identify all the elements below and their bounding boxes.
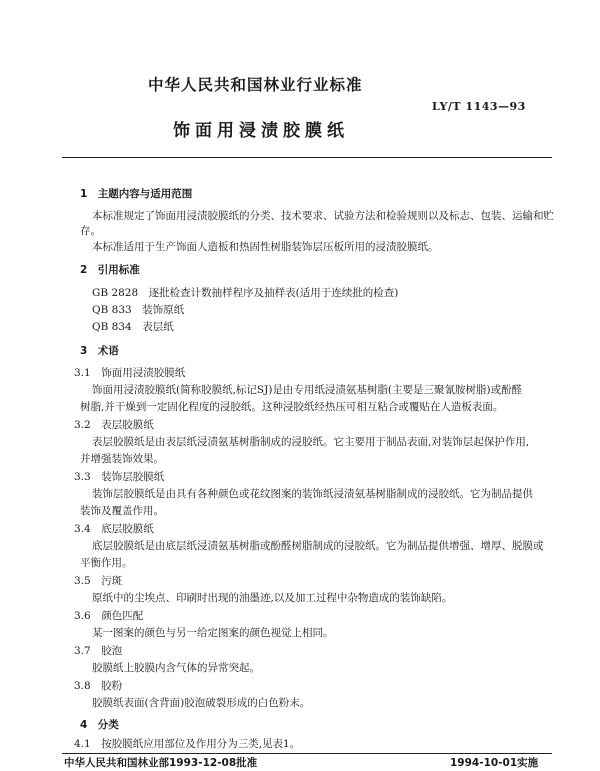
effective-date: 1994-10-01实施 [450, 757, 539, 769]
section-1-heading: 1 主题内容与适用范围 [80, 188, 193, 200]
term-3-2-line-1: 表层胶膜纸是由表层纸浸渍氨基树脂制成的浸胶纸。它主要用于制品表面,对装饰层起保护作用, [92, 436, 530, 448]
standard-code: LY/T 1143—93 [432, 100, 526, 113]
term-3-2-line-2: 并增强装饰效果。 [80, 453, 164, 465]
term-3-7-line-1: 胶膜纸上胶膜内含气体的异常突起。 [92, 662, 260, 674]
section-1-paragraph-2: 本标准适用于生产饰面人造板和热固性树脂装饰层压板所用的浸渍胶膜纸。 [92, 241, 439, 253]
issuing-body-title: 中华人民共和国林业行业标准 [148, 76, 363, 94]
term-3-3-title: 3.3 装饰层胶膜纸 [74, 471, 165, 483]
reference-qb833: QB 833 装饰原纸 [92, 304, 185, 316]
term-3-6-title: 3.6 颜色匹配 [74, 610, 144, 622]
section-4-heading: 4 分类 [80, 719, 119, 731]
reference-qb834: QB 834 表层纸 [92, 321, 174, 333]
section-3-heading: 3 术语 [80, 345, 119, 357]
document-title: 饰面用浸渍胶膜纸 [173, 121, 349, 141]
term-3-6-line-1: 某一图案的颜色与另一给定图案的颜色视觉上相同。 [92, 627, 334, 639]
section-1-paragraph-1-line-2: 存。 [80, 225, 101, 237]
term-3-4-line-1: 底层胶膜纸是由底层纸浸渍氨基树脂或酚醛树脂制成的浸胶纸。它为制品提供增强、增厚、脱膜或 [92, 540, 544, 552]
term-3-3-line-1: 装饰层胶膜纸是由具有各种颜色或花纹图案的装饰纸浸渍氨基树脂制成的浸胶纸。它为制品提供 [92, 488, 533, 500]
term-3-1-line-1: 饰面用浸渍胶膜纸(简称胶膜纸,标记SJ)是由专用纸浸渍氨基树脂(主要是三聚氰胺树脂)或酚醛 [92, 384, 523, 396]
term-3-5-line-1: 原纸中的尘埃点、印刷时出现的油墨迹,以及加工过程中杂物造成的装饰缺陷。 [92, 592, 453, 604]
term-3-4-title: 3.4 底层胶膜纸 [74, 523, 154, 535]
term-3-8-line-1: 胶膜纸表面(含背面)胶泡破裂形成的白色粉末。 [92, 697, 311, 709]
approval-statement: 中华人民共和国林业部1993-12-08批准 [64, 757, 258, 769]
header-divider [62, 157, 552, 158]
term-3-4-line-2: 平衡作用。 [80, 557, 133, 569]
term-3-3-line-2: 装饰及覆盖作用。 [80, 505, 164, 517]
footer-divider [62, 753, 552, 754]
term-3-1-line-2: 树脂,并干燥到一定固化程度的浸胶纸。这种浸胶纸经热压可相互粘合或覆贴在人造板表面。 [80, 401, 504, 413]
section-2-heading: 2 引用标准 [80, 264, 140, 276]
term-3-5-title: 3.5 污斑 [74, 575, 123, 587]
section-1-paragraph-1-line-1: 本标准规定了饰面用浸渍胶膜纸的分类、技术要求、试验方法和检验规则以及标志、包装、运输和贮 [92, 210, 554, 222]
term-3-1-title: 3.1 饰面用浸渍胶膜纸 [74, 367, 186, 379]
term-3-8-title: 3.8 胶粉 [74, 680, 123, 692]
term-3-2-title: 3.2 表层胶膜纸 [74, 419, 154, 431]
term-3-7-title: 3.7 胶泡 [74, 645, 123, 657]
clause-4-1: 4.1 按胶膜纸应用部位及作用分为三类,见表1。 [74, 738, 301, 750]
reference-gb2828: GB 2828 逐批检查计数抽样程序及抽样表(适用于连续批的检查) [92, 287, 399, 299]
